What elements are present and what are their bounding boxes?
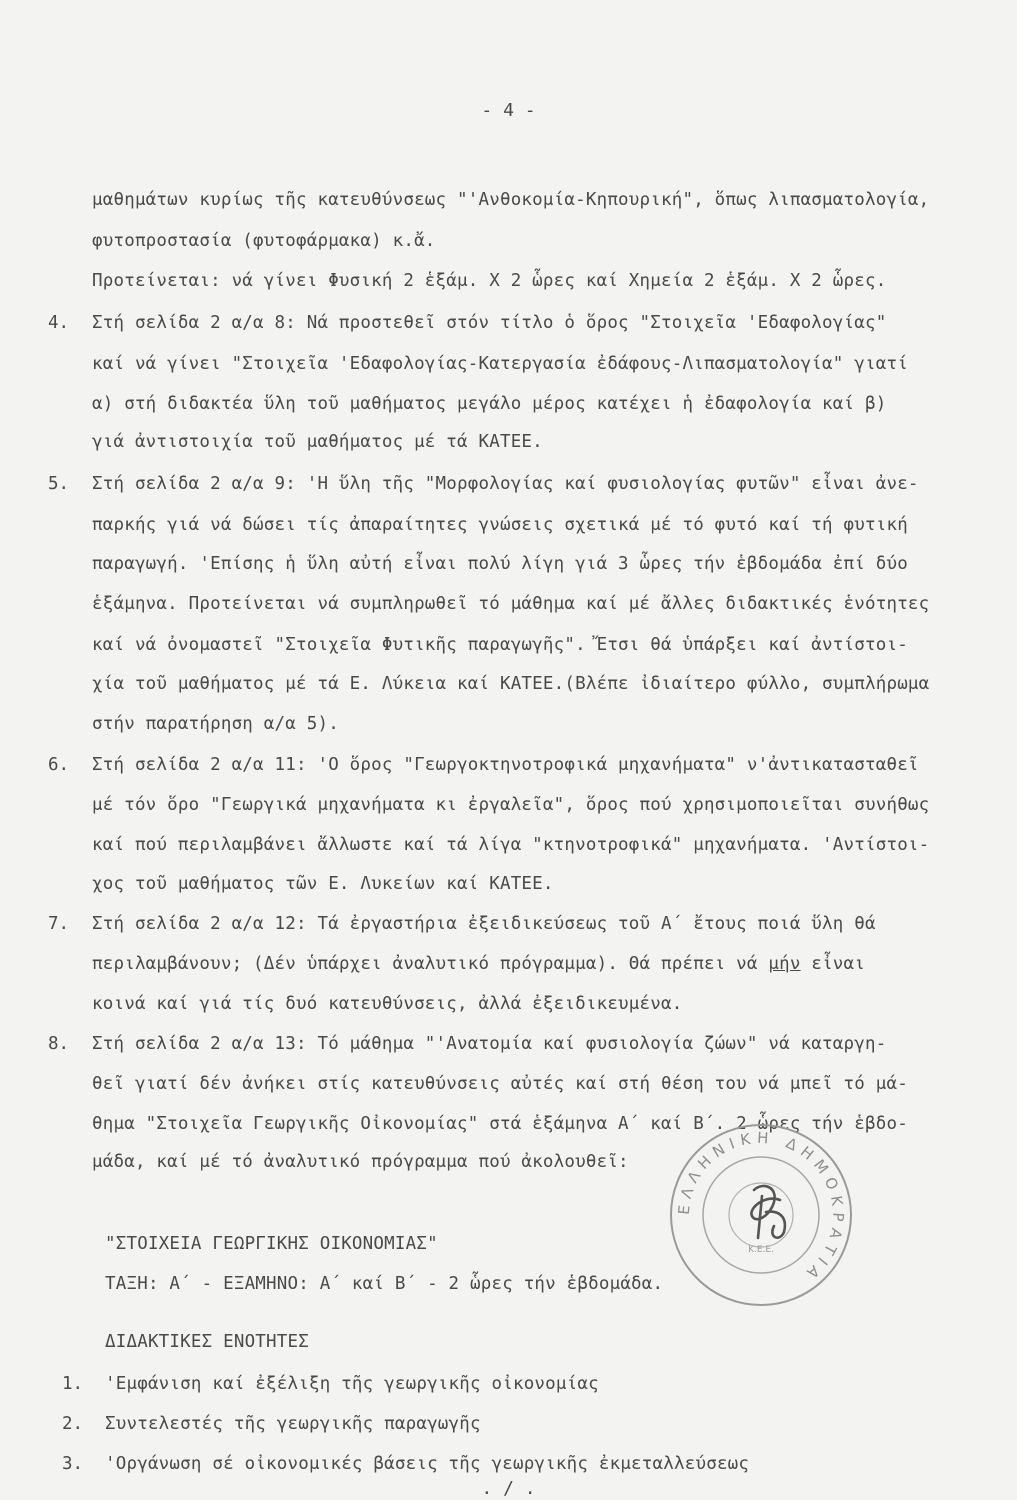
item-number: 6. bbox=[48, 755, 70, 775]
text-line: θεῖ γιατί δέν ἀνήκει στίς κατευθύνσεις αὐτές καί στή θέση του νά μπεῖ τό μά- bbox=[92, 1074, 908, 1094]
text-line: καί νά γίνει "Στοιχεῖα 'Εδαφολογίας-Κατεργασία ἐδάφους-Λιπασματολογία" γιατί bbox=[92, 354, 908, 374]
text-line: Προτείνεται: νά γίνει Φυσική 2 ἑξάμ. Χ 2 ὧρες καί Χημεία 2 ἑξάμ. Χ 2 ὧρες. bbox=[92, 271, 887, 291]
item-number: 5. bbox=[48, 474, 70, 494]
text-line: παραγωγή. 'Επίσης ἡ ὕλη αὐτή εἶναι πολύ λίγη γιά 3 ὧρες τήν ἑβδομάδα ἐπί δύο bbox=[92, 554, 908, 574]
text-line: Συντελεστές τῆς γεωργικῆς παραγωγῆς bbox=[105, 1414, 481, 1434]
section-title: "ΣΤΟΙΧΕΙΑ ΓΕΩΡΓΙΚΗΣ ΟΙΚΟΝΟΜΙΑΣ" bbox=[105, 1234, 438, 1254]
text-line: Στή σελίδα 2 α/α 11: 'Ο ὅρος "Γεωργοκτηνοτροφικά μηχανήματα" ν'ἀντικατασταθεῖ bbox=[92, 755, 919, 775]
text-line: Στή σελίδα 2 α/α 13: Τό μάθημα "'Ανατομία καί φυσιολογία ζώων" νά καταργη- bbox=[92, 1034, 887, 1054]
stamp-inner-text: Κ.Ε.Ε. bbox=[748, 1245, 774, 1255]
text-line: καί πού περιλαμβάνει ἄλλωστε καί τά λίγα "κτηνοτροφικά" μηχανήματα. 'Αντίστοι- bbox=[92, 835, 930, 855]
text-line: μάδα, καί μέ τό ἀναλυτικό πρόγραμμα πού ἀκολουθεῖ: bbox=[92, 1152, 629, 1172]
section-heading: ΔΙΔΑΚΤΙΚΕΣ ΕΝΟΤΗΤΕΣ bbox=[105, 1332, 309, 1352]
page-number: - 4 - bbox=[481, 100, 536, 121]
text-line: καί νά ὀνομαστεῖ "Στοιχεῖα Φυτικῆς παραγωγῆς". Ἔτσι θά ὑπάρξει καί ἀντίστοι- bbox=[92, 635, 908, 655]
text-line: γιά ἀντιστοιχία τοῦ μαθήματος μέ τά ΚΑΤΕΕ. bbox=[92, 432, 543, 452]
text-segment: εἶναι bbox=[800, 954, 866, 974]
text-line: ἑξάμηνα. Προτείνεται νά συμπληρωθεῖ τό μάθημα καί μέ ἄλλες διδακτικές ἑνότητες bbox=[92, 594, 930, 614]
text-line: 'Οργάνωση σέ οἰκονομικές βάσεις τῆς γεωργικῆς ἐκμεταλλεύσεως bbox=[105, 1454, 750, 1474]
text-line: στήν παρατήρηση α/α 5). bbox=[92, 714, 339, 734]
item-number: 1. bbox=[62, 1374, 84, 1394]
text-line: Στή σελίδα 2 α/α 12: Τά ἐργαστήρια ἐξειδικεύσεως τοῦ Α΄ ἔτους ποιά ὕλη θά bbox=[92, 914, 876, 934]
text-line: Στή σελίδα 2 α/α 9: 'Η ὕλη τῆς "Μορφολογίας καί φυσιολογίας φυτῶν" εἶναι ἀνε- bbox=[92, 474, 919, 494]
text-line: Στή σελίδα 2 α/α 8: Νά προστεθεῖ στόν τίτλο ὁ ὅρος "Στοιχεῖα 'Εδαφολογίας" bbox=[92, 313, 887, 333]
item-number: 2. bbox=[62, 1414, 84, 1434]
item-number: 8. bbox=[48, 1034, 70, 1054]
signature-mark bbox=[751, 1186, 784, 1238]
text-line: παρκής γιά νά δώσει τίς ἀπαραίτητες γνώσεις σχετικά μέ τό φυτό καί τή φυτική bbox=[92, 515, 908, 535]
item-number: 7. bbox=[48, 914, 70, 934]
text-segment: περιλαμβάνουν; (Δέν ὑπάρχει ἀναλυτικό πρόγραμμα). Θά πρέπει νά bbox=[92, 954, 769, 974]
text-line: μαθημάτων κυρίως τῆς κατευθύνσεως "'Ανθοκομία-Κηπουρική", ὅπως λιπασματολογία, bbox=[92, 190, 930, 210]
text-line: θημα "Στοιχεῖα Γεωργικῆς Οἰκονομίας" στά ἑξάμηνα Α΄ καί Β΄. 2 ὧρες τήν ἑβδο- bbox=[92, 1114, 908, 1134]
section-subtitle: ΤΑΞΗ: Α΄ - ΕΞΑΜΗΝΟ: Α΄ καί Β΄ - 2 ὧρες τήν ἑβδομάδα. bbox=[105, 1274, 664, 1294]
text-line: φυτοπροστασία (φυτοφάρμακα) κ.ἄ. bbox=[92, 231, 436, 251]
underlined-word: μήν bbox=[768, 954, 801, 974]
continuation-mark: . / . bbox=[481, 1478, 536, 1499]
text-line: κοινά καί γιά τίς δυό κατευθύνσεις, ἀλλά ἐξειδικευμένα. bbox=[92, 994, 683, 1014]
text-line-with-emphasis bbox=[92, 952, 865, 976]
text-line: 'Εμφάνιση καί ἐξέλιξη τῆς γεωργικῆς οἰκονομίας bbox=[105, 1374, 599, 1394]
item-number: 3. bbox=[62, 1454, 84, 1474]
stamp-ring-text: ΕΛΛΗΝΙΚΗ ΔΗΜΟΚΡΑΤΙΑ bbox=[674, 1128, 848, 1286]
text-line: χος τοῦ μαθήματος τῶν Ε. Λυκείων καί ΚΑΤΕΕ. bbox=[92, 874, 554, 894]
text-line: μέ τόν ὅρο "Γεωργικά μηχανήματα κι ἐργαλεῖα", ὅρος πού χρησιμοποιεῖται συνήθως bbox=[92, 795, 930, 815]
text-line: α) στή διδακτέα ὕλη τοῦ μαθήματος μεγάλο μέρος κατέχει ἡ ἐδαφολογία καί β) bbox=[92, 394, 887, 414]
official-stamp bbox=[666, 1120, 856, 1310]
text-line: χία τοῦ μαθήματος μέ τά Ε. Λύκεια καί ΚΑΤΕΕ.(Βλέπε ἰδιαίτερο φύλλο, συμπλήρωμα bbox=[92, 674, 930, 694]
item-number: 4. bbox=[48, 313, 70, 333]
